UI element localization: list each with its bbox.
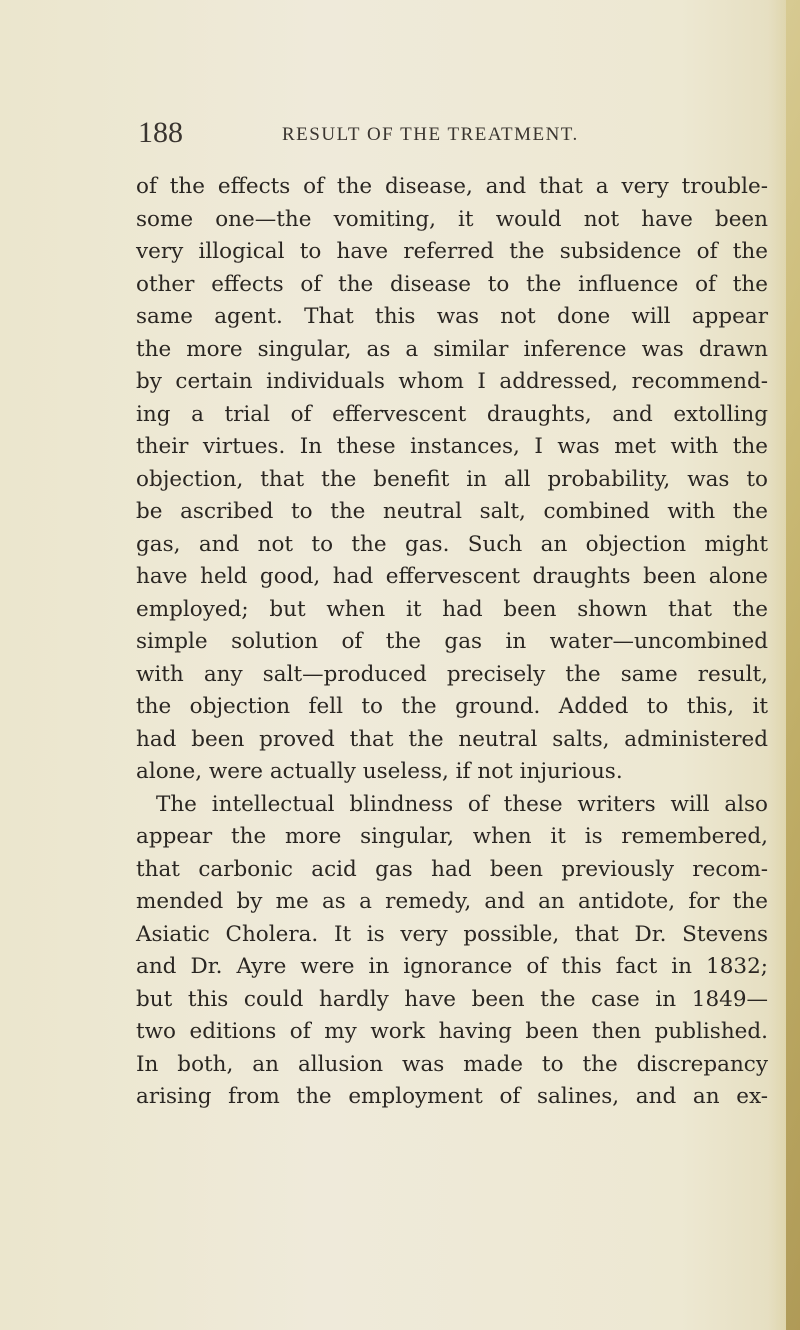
text-line: gas, and not to the gas. Such an objection might <box>136 531 768 557</box>
page-edge <box>786 0 800 1330</box>
text-line: and Dr. Ayre were in ignorance of this fact in 1832; <box>136 954 768 979</box>
page-header <box>138 116 778 156</box>
text-line: employed; but when it had been shown that the <box>136 596 768 622</box>
text-line: the more singular, as a similar inference was drawn <box>136 336 768 362</box>
text-line: same agent. That this was not done will appear <box>136 304 768 329</box>
text-line: mended by me as a remedy, and an antidote, for the <box>136 889 768 914</box>
text-line: other effects of the disease to the influence of the <box>136 271 768 297</box>
text-line: In both, an allusion was made to the discrepancy <box>136 1051 768 1077</box>
text-line: The intellectual blindness of these writers will also <box>156 791 768 817</box>
running-head: RESULT OF THE TREATMENT. <box>282 124 579 145</box>
text-line: had been proved that the neutral salts, administered <box>136 726 768 752</box>
text-line: ing a trial of effervescent draughts, and extolling <box>136 401 768 427</box>
text-line: two editions of my work having been then published. <box>136 1019 768 1044</box>
text-line: Asiatic Cholera. It is very possible, that Dr. Stevens <box>136 921 768 947</box>
text-line: very illogical to have referred the subsidence of the <box>136 239 768 264</box>
text-line: but this could hardly have been the case in 1849— <box>136 986 768 1012</box>
page-number: 188 <box>138 116 183 149</box>
text-line: appear the more singular, when it is remembered, <box>136 824 768 849</box>
text-line: have held good, had effervescent draughts been alone <box>136 564 768 589</box>
body-text <box>136 171 768 1114</box>
text-line: with any salt—produced precisely the same result, <box>136 661 768 687</box>
text-line: arising from the employment of salines, and an ex- <box>136 1084 768 1109</box>
text-line: be ascribed to the neutral salt, combined with the <box>136 499 768 524</box>
text-line: some one—the vomiting, it would not have been <box>136 206 768 232</box>
text-line: by certain individuals whom I addressed, recommend- <box>136 369 768 394</box>
text-line: the objection fell to the ground. Added to this, it <box>136 694 768 719</box>
text-line: simple solution of the gas in water—uncombined <box>136 629 768 654</box>
text-line: their virtues. In these instances, I was met with the <box>136 434 768 459</box>
text-line: objection, that the benefit in all probability, was to <box>136 466 768 492</box>
text-line: of the effects of the disease, and that a very trouble- <box>136 174 768 199</box>
text-line: that carbonic acid gas had been previously recom- <box>136 856 768 882</box>
text-line: alone, were actually useless, if not injurious. <box>136 759 623 784</box>
